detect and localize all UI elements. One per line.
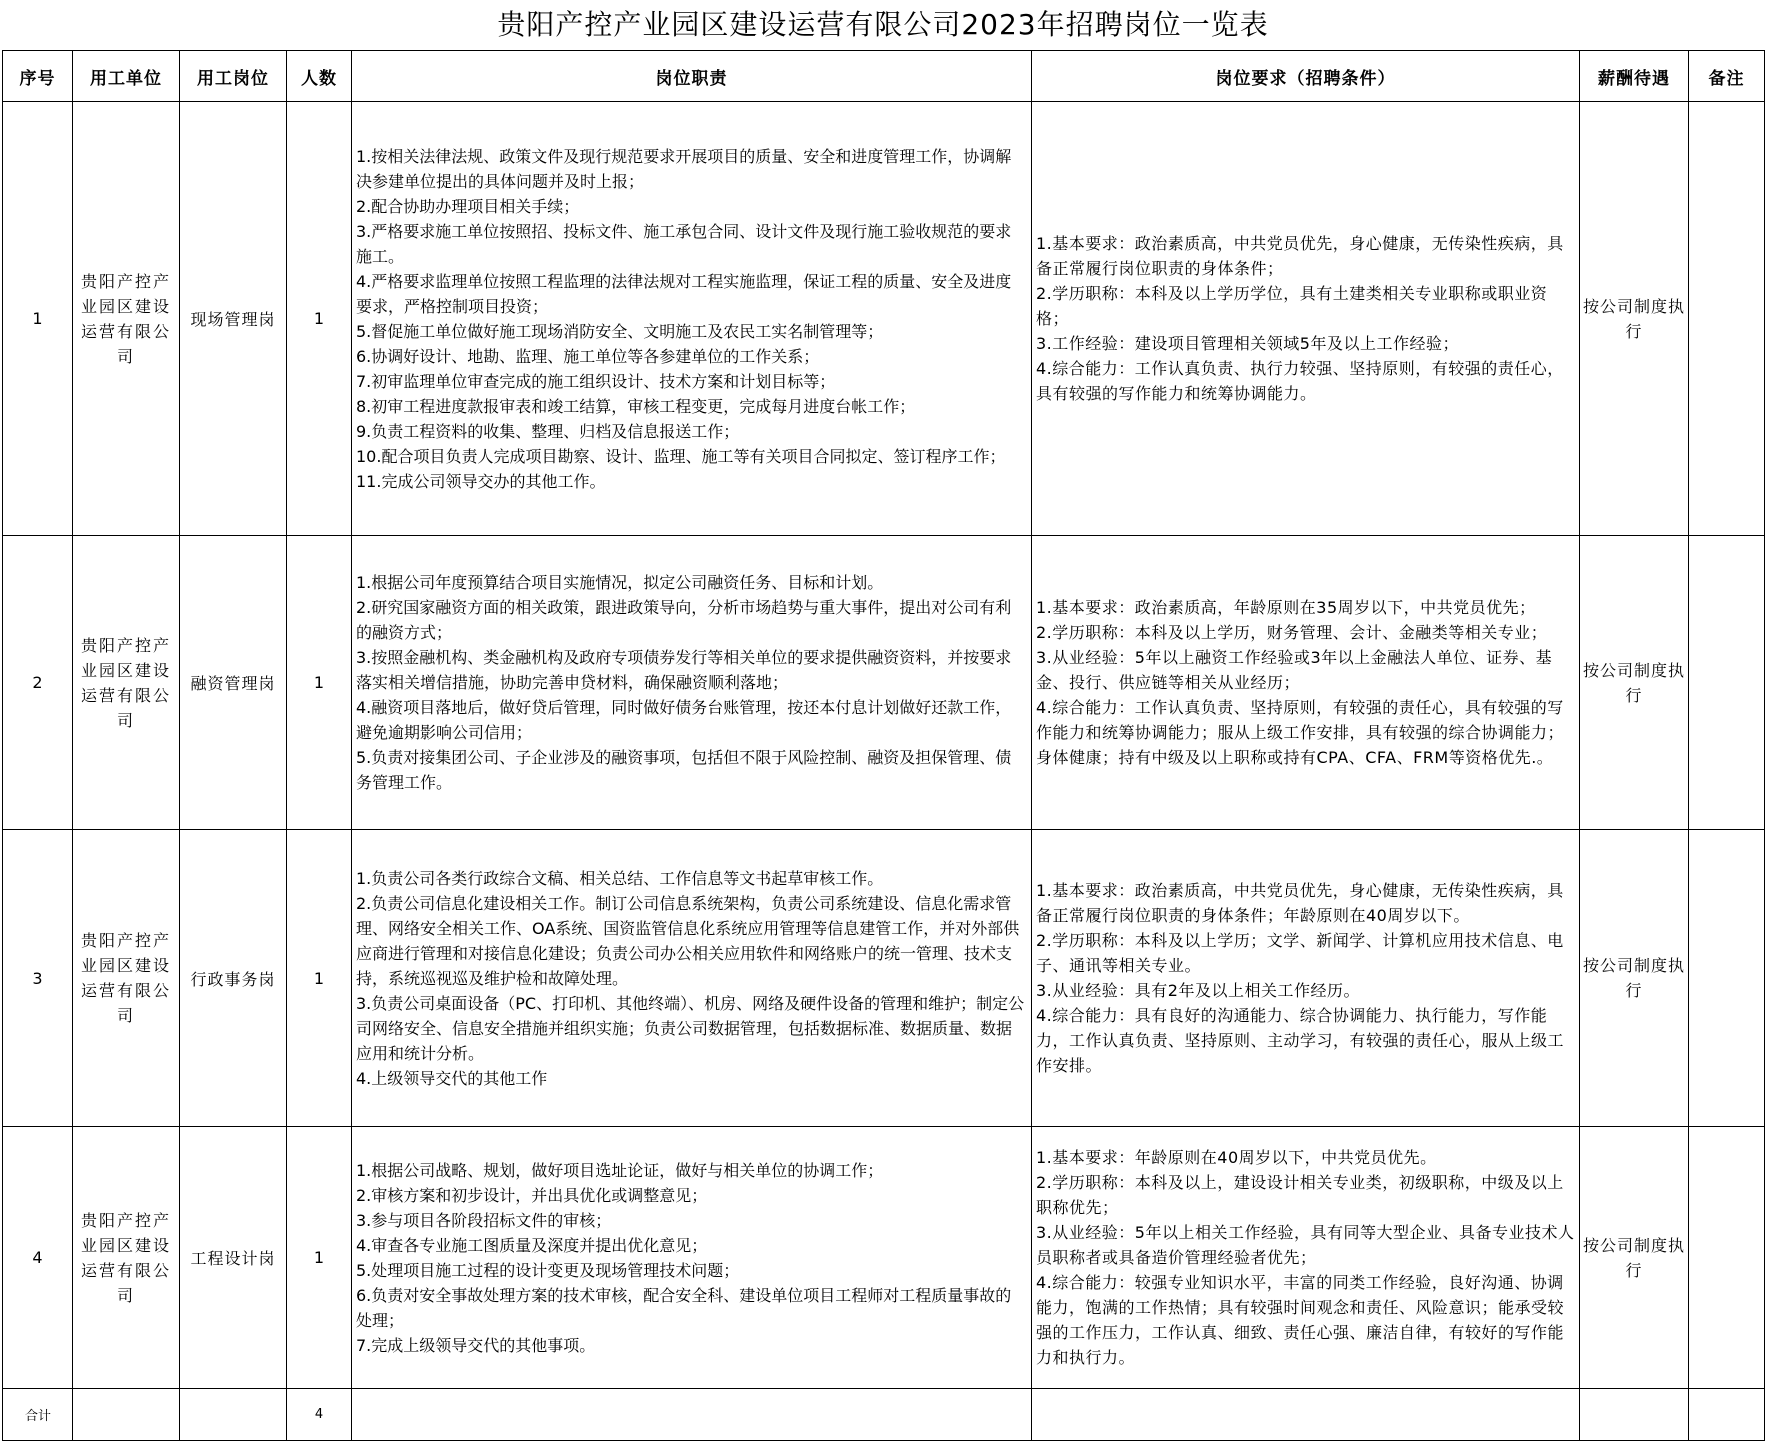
total-remark-cell xyxy=(1689,1389,1765,1441)
row-duties xyxy=(352,102,1032,536)
row-salary: 按公司制度执行 xyxy=(1580,102,1689,536)
row-position: 行政事务岗 xyxy=(180,830,287,1127)
requirement-item: 4.综合能力：工作认真负责、坚持原则，有较强的责任心，具有较强的写作能力和统筹协调能力；服从上级工作安排，具有较强的综合协调能力；身体健康；持有中级及以上职称或持有CPA、CFA、FRM等资格优先.。 xyxy=(1036,698,1565,767)
total-unit-cell xyxy=(73,1389,180,1441)
row-no: 3 xyxy=(3,830,73,1127)
duty-item: 8.初审工程进度款报审表和竣工结算，审核工程变更，完成每月进度台帐工作； xyxy=(356,396,916,416)
duty-item: 3.严格要求施工单位按照招、投标文件、施工承包合同、设计文件及现行施工验收规范的要求施工。 xyxy=(356,221,1012,266)
duty-item: 4.融资项目落地后，做好贷后管理，同时做好债务台账管理，按还本付息计划做好还款工作，避免逾期影响公司信用； xyxy=(356,698,1012,742)
duty-item: 4.上级领导交代的其他工作 xyxy=(356,1068,548,1088)
row-duties xyxy=(352,1127,1032,1389)
duty-item: 1.按相关法律法规、政策文件及现行规范要求开展项目的质量、安全和进度管理工作，协调解决参建单位提出的具体问题并及时上报； xyxy=(356,146,1012,191)
duty-item: 3.按照金融机构、类金融机构及政府专项债券发行等相关单位的要求提供融资资料，并按要求落实相关增信措施，协助完善申贷材料，确保融资顺利落地； xyxy=(356,648,1012,692)
row-unit: 贵阳产控产业园区建设运营有限公司 xyxy=(73,536,180,830)
row-requirements xyxy=(1032,1127,1580,1389)
row-count: 1 xyxy=(287,536,352,830)
row-salary: 按公司制度执行 xyxy=(1580,536,1689,830)
row-position: 融资管理岗 xyxy=(180,536,287,830)
row-remark xyxy=(1689,1127,1765,1389)
total-row xyxy=(3,1389,1765,1441)
duty-item: 7.初审监理单位审查完成的施工组织设计、技术方案和计划目标等； xyxy=(356,371,836,391)
header-requirements: 岗位要求（招聘条件） xyxy=(1032,51,1580,102)
total-count: 4 xyxy=(287,1389,352,1441)
requirement-item: 4.综合能力：较强专业知识水平，丰富的同类工作经验，良好沟通、协调能力，饱满的工作热情；具有较强时间观念和责任、风险意识；能承受较强的工作压力，工作认真、细致、责任心强、廉洁自律，有较好的写作能力和执行力。 xyxy=(1036,1273,1565,1367)
requirement-item: 2.学历职称：本科及以上学历，财务管理、会计、金融类等相关专业； xyxy=(1036,623,1548,642)
row-count: 1 xyxy=(287,1127,352,1389)
row-position: 现场管理岗 xyxy=(180,102,287,536)
duty-item: 3.负责公司桌面设备（PC、打印机、其他终端）、机房、网络及硬件设备的管理和维护；制定公司网络安全、信息安全措施并组织实施；负责公司数据管理，包括数据标准、数据质量、数据应用和统计分析。 xyxy=(356,993,1025,1063)
duty-item: 4.严格要求监理单位按照工程监理的法律法规对工程实施监理，保证工程的质量、安全及进度要求，严格控制项目投资； xyxy=(356,271,1012,316)
row-unit: 贵阳产控产业园区建设运营有限公司 xyxy=(73,1127,180,1389)
duty-item: 9.负责工程资料的收集、整理、归档及信息报送工作； xyxy=(356,421,740,441)
requirement-item: 3.工作经验：建设项目管理相关领域5年及以上工作经验； xyxy=(1036,334,1459,353)
duty-item: 2.审核方案和初步设计，并出具优化或调整意见； xyxy=(356,1185,708,1205)
table-row xyxy=(3,830,1765,1127)
duty-item: 2.负责公司信息化建设相关工作。制订公司信息系统架构，负责公司系统建设、信息化需求管理、网络安全相关工作、OA系统、国资监管信息化系统应用管理等信息建管工作，并对外部供应商进行管理和对接信息化建设；负责公司办公相关应用软件和网络账户的统一管理、技术支持，系统巡视巡及维护检和故障处理。 xyxy=(356,893,1020,988)
row-remark xyxy=(1689,536,1765,830)
recruitment-table xyxy=(2,50,1765,1441)
row-requirements xyxy=(1032,830,1580,1127)
row-unit: 贵阳产控产业园区建设运营有限公司 xyxy=(73,830,180,1127)
header-salary: 薪酬待遇 xyxy=(1580,51,1689,102)
table-row xyxy=(3,1127,1765,1389)
duty-item: 2.配合协助办理项目相关手续； xyxy=(356,196,580,216)
row-duties xyxy=(352,536,1032,830)
requirement-item: 1.基本要求：年龄原则在40周岁以下，中共党员优先。 xyxy=(1036,1148,1437,1167)
row-salary: 按公司制度执行 xyxy=(1580,830,1689,1127)
header-row xyxy=(3,51,1765,102)
duty-item: 11.完成公司领导交办的其他工作。 xyxy=(356,471,606,491)
total-label: 合计 xyxy=(3,1389,73,1441)
requirement-item: 2.学历职称：本科及以上学历；文学、新闻学、计算机应用技术信息、电子、通讯等相关专业。 xyxy=(1036,931,1564,975)
duty-item: 5.处理项目施工过程的设计变更及现场管理技术问题； xyxy=(356,1260,740,1280)
row-remark xyxy=(1689,830,1765,1127)
header-count: 人数 xyxy=(287,51,352,102)
row-position: 工程设计岗 xyxy=(180,1127,287,1389)
table-row xyxy=(3,102,1765,536)
requirement-item: 1.基本要求：政治素质高，年龄原则在35周岁以下，中共党员优先； xyxy=(1036,598,1536,617)
duty-item: 7.完成上级领导交代的其他事项。 xyxy=(356,1335,596,1355)
requirement-item: 4.综合能力：工作认真负责、执行力较强、坚持原则，有较强的责任心，具有较强的写作能力和统筹协调能力。 xyxy=(1036,359,1564,403)
row-duties xyxy=(352,830,1032,1127)
page-title: 贵阳产控产业园区建设运营有限公司2023年招聘岗位一览表 xyxy=(497,8,1269,41)
duty-item: 10.配合项目负责人完成项目勘察、设计、监理、施工等有关项目合同拟定、签订程序工作； xyxy=(356,446,1006,466)
header-position: 用工岗位 xyxy=(180,51,287,102)
duty-item: 6.协调好设计、地勘、监理、施工单位等各参建单位的工作关系； xyxy=(356,346,820,366)
requirement-item: 2.学历职称：本科及以上学历学位，具有土建类相关专业职称或职业资格； xyxy=(1036,284,1548,328)
row-count: 1 xyxy=(287,830,352,1127)
row-requirements xyxy=(1032,536,1580,830)
duty-item: 5.督促施工单位做好施工现场消防安全、文明施工及农民工实名制管理等； xyxy=(356,321,884,341)
row-remark xyxy=(1689,102,1765,536)
duty-item: 1.根据公司战略、规划，做好项目选址论证，做好与相关单位的协调工作； xyxy=(356,1160,884,1180)
row-requirements xyxy=(1032,102,1580,536)
header-remark: 备注 xyxy=(1689,51,1765,102)
requirement-item: 4.综合能力：具有良好的沟通能力、综合协调能力、执行能力，写作能力，工作认真负责、坚持原则、主动学习，有较强的责任心，服从上级工作安排。 xyxy=(1036,1006,1565,1075)
row-count: 1 xyxy=(287,102,352,536)
requirement-item: 3.从业经验：5年以上相关工作经验，具有同等大型企业、具备专业技术人员职称者或具备造价管理经验者优先； xyxy=(1036,1223,1575,1267)
header-no: 序号 xyxy=(3,51,73,102)
row-no: 4 xyxy=(3,1127,73,1389)
duty-item: 3.参与项目各阶段招标文件的审核； xyxy=(356,1210,612,1230)
requirement-item: 3.从业经验：具有2年及以上相关工作经历。 xyxy=(1036,981,1360,1000)
total-position-cell xyxy=(180,1389,287,1441)
header-duties: 岗位职责 xyxy=(352,51,1032,102)
row-no: 1 xyxy=(3,102,73,536)
duty-item: 6.负责对安全事故处理方案的技术审核，配合安全科、建设单位项目工程师对工程质量事故的处理； xyxy=(356,1285,1012,1330)
total-duties-cell xyxy=(352,1389,1032,1441)
requirement-item: 1.基本要求：政治素质高，中共党员优先，身心健康，无传染性疾病，具备正常履行岗位职责的身体条件； xyxy=(1036,234,1564,278)
duty-item: 5.负责对接集团公司、子企业涉及的融资事项，包括但不限于风险控制、融资及担保管理、债务管理工作。 xyxy=(356,748,1012,792)
duty-item: 4.审查各专业施工图质量及深度并提出优化意见； xyxy=(356,1235,708,1255)
duty-item: 1.负责公司各类行政综合文稿、相关总结、工作信息等文书起草审核工作。 xyxy=(356,868,884,888)
duty-item: 1.根据公司年度预算结合项目实施情况，拟定公司融资任务、目标和计划。 xyxy=(356,573,884,592)
table-row xyxy=(3,536,1765,830)
row-unit: 贵阳产控产业园区建设运营有限公司 xyxy=(73,102,180,536)
row-salary: 按公司制度执行 xyxy=(1580,1127,1689,1389)
header-unit: 用工单位 xyxy=(73,51,180,102)
requirement-item: 2.学历职称：本科及以上，建设设计相关专业类，初级职称，中级及以上职称优先； xyxy=(1036,1173,1564,1217)
requirement-item: 3.从业经验：5年以上融资工作经验或3年以上金融法人单位、证券、基金、投行、供应链等相关从业经历； xyxy=(1036,648,1553,692)
requirement-item: 1.基本要求：政治素质高，中共党员优先，身心健康，无传染性疾病，具备正常履行岗位职责的身体条件；年龄原则在40周岁以下。 xyxy=(1036,881,1564,925)
total-requirements-cell xyxy=(1032,1389,1580,1441)
row-no: 2 xyxy=(3,536,73,830)
total-salary-cell xyxy=(1580,1389,1689,1441)
duty-item: 2.研究国家融资方面的相关政策，跟进政策导向，分析市场趋势与重大事件，提出对公司有利的融资方式； xyxy=(356,598,1012,642)
